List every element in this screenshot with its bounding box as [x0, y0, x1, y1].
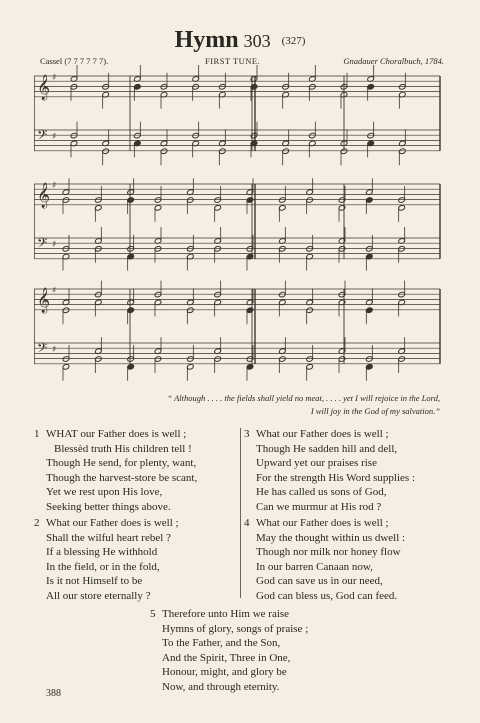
bass-clef-icon: 𝄢 — [37, 127, 48, 146]
epigraph-line-2: I will joy in the God of my salvation.” — [310, 406, 440, 416]
stanza-line: What our Father does is well ; — [256, 428, 389, 440]
sharp-icon: ♯ — [52, 286, 57, 296]
stanza-line: WHAT our Father does is well ; — [46, 428, 187, 440]
treble-clef-icon: 𝄞 — [37, 288, 51, 313]
stanza-line: Though He send, for plenty, want, — [46, 457, 197, 469]
stanza-line: God can bless us, God can feed. — [256, 589, 398, 602]
stanza-number: 5 — [150, 608, 156, 620]
stanza-line: All our store eternally ? — [46, 589, 151, 602]
stanza-line: Now, and through eternity. — [162, 680, 280, 693]
hymn-title-word: Hymn — [174, 27, 239, 53]
hymn-number: 303 — [243, 31, 271, 51]
stanza-number: 3 — [244, 428, 250, 440]
sharp-icon: ♯ — [52, 132, 57, 142]
column-divider — [240, 428, 241, 598]
stanza-line: If a blessing He withhold — [46, 546, 158, 558]
stanza-number: 4 — [244, 517, 250, 529]
stanza-line: Yet we rest upon His love, — [46, 486, 163, 498]
stanza-1 — [34, 427, 198, 514]
page-number: 388 — [46, 688, 61, 699]
bass-clef-icon: 𝄢 — [37, 340, 48, 359]
stanza-line: Though the harvest-store be scant, — [46, 471, 198, 484]
hymn-title — [0, 28, 480, 53]
treble-clef-icon: 𝄞 — [37, 75, 51, 100]
stanza-line: For the strength His Word supplies : — [256, 471, 416, 484]
sharp-icon: ♯ — [52, 345, 57, 355]
sharp-icon: ♯ — [52, 181, 57, 191]
stanza-line: To the Father, and the Son, — [162, 637, 281, 649]
stanza-4 — [244, 516, 406, 603]
music-score — [34, 64, 446, 386]
stanza-line: Therefore unto Him we raise — [162, 608, 290, 620]
sharp-icon: ♯ — [52, 73, 57, 83]
stanza-line: Honour, might, and glory be — [162, 666, 287, 678]
tune-source: Gnadauer Choralbuch, 1784. — [343, 56, 444, 66]
stanza-number: 1 — [34, 428, 40, 440]
sharp-icon: ♯ — [52, 240, 57, 250]
stanza-line: Seeking better things above. — [46, 500, 171, 513]
tune-label: FIRST TUNE. — [205, 56, 261, 66]
epigraph-line-1: “ Although . . . . the fields shall yield no meat, . . . . yet I will rejoice in the Lord, — [167, 393, 440, 403]
stanza-line: Upward yet our praises rise — [256, 457, 377, 469]
stanza-line: Is it not Himself to be — [46, 575, 143, 587]
stanza-3 — [244, 427, 416, 514]
hymn-alt-number: (327) — [281, 35, 306, 47]
tune-name: Cassel (7 7 7 7 7 7). — [40, 56, 109, 66]
stanza-line: In the field, or in the fold, — [46, 560, 160, 573]
stanza-line: Shall the wilful heart rebel ? — [46, 531, 171, 544]
stanza-2 — [34, 516, 179, 603]
stanza-line: God can save us in our need, — [256, 575, 383, 587]
stanza-line: Can we murmur at His rod ? — [256, 500, 382, 513]
epigraph — [100, 392, 440, 418]
treble-clef-icon: 𝄞 — [37, 183, 51, 208]
stanza-line: And the Spirit, Three in One, — [162, 651, 291, 664]
stanza-line: What our Father does is well ; — [46, 517, 179, 529]
stanza-line: Hymns of glory, songs of praise ; — [162, 622, 309, 635]
stanza-line: Though He sadden hill and dell, — [256, 442, 398, 455]
stanza-line: He has called us sons of God, — [256, 486, 387, 498]
stanza-5 — [150, 607, 309, 694]
stanza-line: Though nor milk nor honey flow — [256, 546, 401, 558]
stanza-line: What our Father does is well ; — [256, 517, 389, 529]
stanza-line: In our barren Canaan now, — [256, 560, 373, 573]
stanza-line: May the thought within us dwell : — [256, 531, 406, 544]
stanza-number: 2 — [34, 517, 40, 529]
stanza-line: Blessèd truth His children tell ! — [54, 442, 192, 455]
bass-clef-icon: 𝄢 — [37, 235, 48, 254]
